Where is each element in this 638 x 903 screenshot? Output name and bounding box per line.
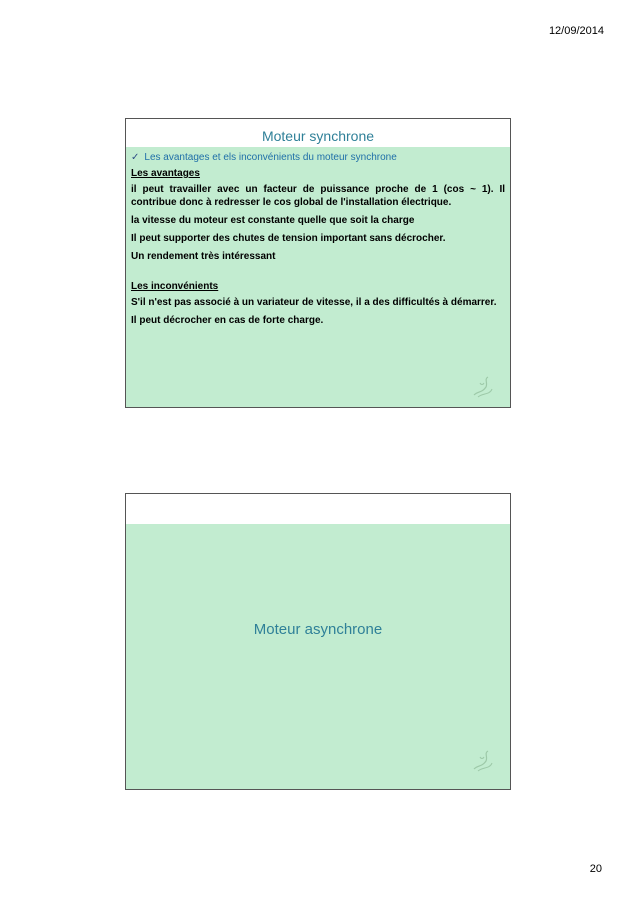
slide-title-bar [126, 119, 510, 147]
slide-moteur-asynchrone [125, 493, 511, 790]
calligraphy-logo [468, 747, 496, 775]
checkmark-icon: ✓ [131, 152, 140, 163]
slide-body [126, 147, 510, 327]
advantages-heading: Les avantages [131, 168, 200, 179]
page-number: 20 [589, 863, 602, 875]
advantage-item: il peut travailler avec un facteur de puissance proche de 1 (cos ~ 1). Il contribue donc à redresser le cos global de l'installation électrique. [131, 184, 505, 208]
advantage-item: la vitesse du moteur est constante quelle que soit la charge [131, 215, 415, 226]
slide-title-bar [126, 494, 510, 524]
slide-subtitle [131, 151, 505, 164]
slide-title: Moteur asynchrone [253, 621, 383, 638]
advantage-item: Un rendement très intéressant [131, 251, 276, 262]
slide-title: Moteur synchrone [261, 128, 375, 144]
disadvantage-item: Il peut décrocher en cas de forte charge. [131, 315, 324, 326]
advantage-item: Il peut supporter des chutes de tension important sans décrocher. [131, 233, 446, 244]
slide-moteur-synchrone [125, 118, 511, 408]
calligraphy-logo [468, 373, 496, 401]
page-date: 12/09/2014 [548, 25, 604, 37]
subtitle-text: Les avantages et els inconvénients du moteur synchrone [144, 152, 397, 163]
disadvantages-heading: Les inconvénients [131, 281, 219, 292]
disadvantage-item: S'il n'est pas associé à un variateur de vitesse, il a des difficultés à démarrer. [131, 297, 497, 308]
